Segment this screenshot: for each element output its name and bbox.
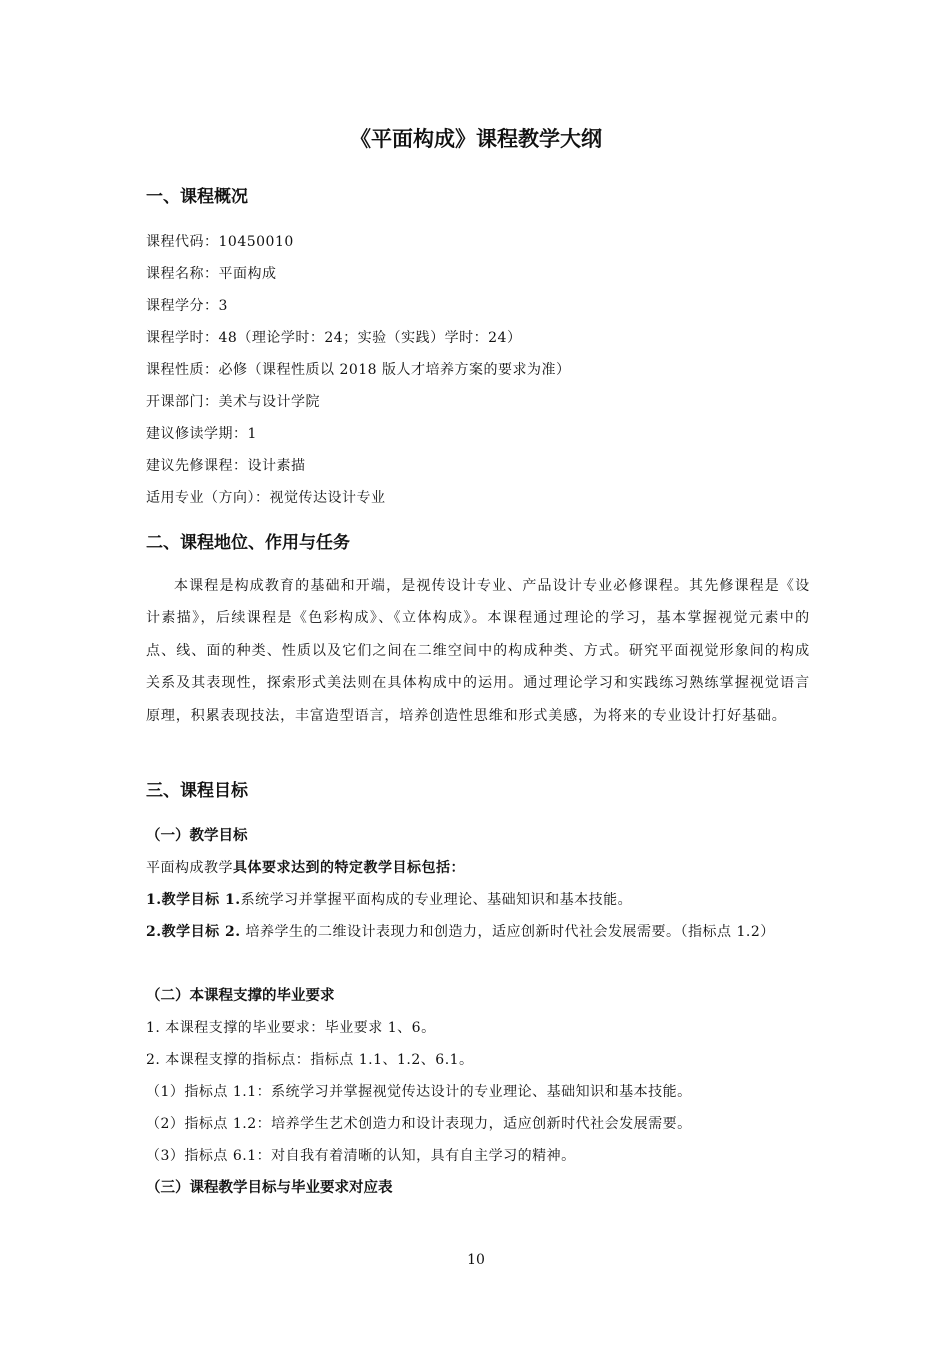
requirement-line: （3）指标点 6.1：对自我有着清晰的认知，具有自主学习的精神。	[146, 1148, 576, 1164]
goal-2-label: 2.教学目标 2.	[146, 924, 241, 940]
teaching-goals-intro	[146, 857, 465, 879]
page-number: 10	[467, 1252, 485, 1268]
course-info-line: 建议先修课程：设计素描	[146, 458, 306, 474]
requirement-line: （2）指标点 1.2：培养学生艺术创造力和设计表现力，适应创新时代社会发展需要。	[146, 1116, 692, 1132]
course-info-line: 课程学时：48（理论学时：24；实验（实践）学时：24）	[146, 330, 522, 346]
goal-1-label: 1.教学目标 1.	[146, 892, 241, 908]
intro-plain-text: 平面构成教学	[146, 860, 233, 876]
requirement-line: 2. 本课程支撑的指标点：指标点 1.1、1.2、6.1。	[146, 1052, 474, 1068]
teaching-goal-1	[146, 889, 632, 911]
section-heading-objectives: 三、课程目标	[146, 781, 248, 801]
course-info-line: 开课部门：美术与设计学院	[146, 394, 320, 410]
subsection-heading-teaching-goals: （一）教学目标	[146, 827, 248, 844]
goal-2-text: 培养学生的二维设计表现力和创造力，适应创新时代社会发展需要。（指标点 1.2）	[240, 924, 775, 940]
document-title: 《平面构成》课程教学大纲	[350, 126, 602, 151]
subsection-heading-mapping-table: （三）课程教学目标与毕业要求对应表	[146, 1179, 393, 1196]
goal-1-text: 系统学习并掌握平面构成的专业理论、基础知识和基本技能。	[240, 892, 633, 908]
course-info-line: 课程学分：3	[146, 298, 228, 314]
section-heading-position: 二、课程地位、作用与任务	[146, 533, 350, 553]
course-info-line: 适用专业（方向）：视觉传达设计专业	[146, 490, 386, 506]
section-heading-overview: 一、课程概况	[146, 187, 248, 207]
teaching-goal-2	[146, 917, 810, 948]
course-info-line: 课程名称：平面构成	[146, 266, 277, 282]
course-info-line: 建议修读学期：1	[146, 426, 257, 442]
course-position-paragraph: 本课程是构成教育的基础和开端，是视传设计专业、产品设计专业必修课程。其先修课程是《设计素描》，后续课程是《色彩构成》、《立体构成》。本课程通过理论的学习，基本掌握视觉元素中的点、线、面的种类、性质以及它们之间在二维空间中的构成种类、方式。研究平面视觉形象间的构成关系及其表现性，探索形式美法则在具体构成中的运用。通过理论学习和实践练习熟练掌握视觉语言原理，积累表现技法，丰富造型语言，培养创造性思维和形式美感，为将来的专业设计打好基础。	[146, 578, 810, 724]
course-info-line: 课程性质：必修（课程性质以 2018 版人才培养方案的要求为准）	[146, 362, 571, 378]
intro-bold-text: 具体要求达到的特定教学目标包括：	[233, 860, 465, 876]
course-info-line: 课程代码：10450010	[146, 234, 294, 250]
subsection-heading-graduation-requirements: （二）本课程支撑的毕业要求	[146, 987, 335, 1004]
requirement-line: 1. 本课程支撑的毕业要求：毕业要求 1、6。	[146, 1020, 436, 1036]
requirement-line: （1）指标点 1.1：系统学习并掌握视觉传达设计的专业理论、基础知识和基本技能。	[146, 1084, 692, 1100]
